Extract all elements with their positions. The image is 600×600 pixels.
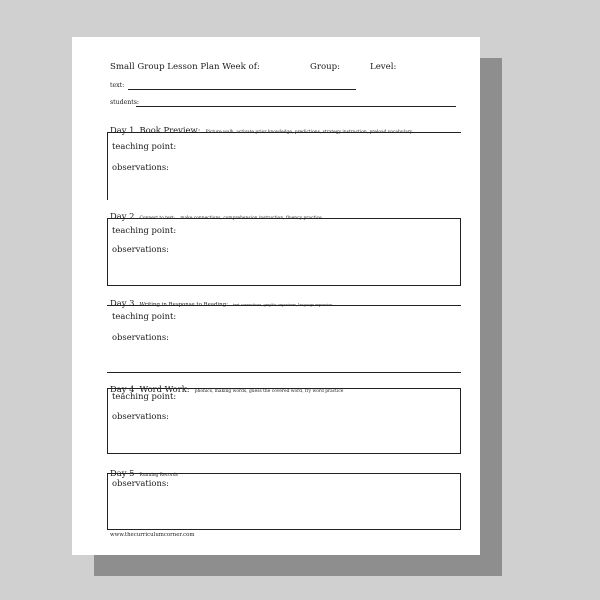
- text-label: text:: [110, 82, 125, 89]
- day-5-title: Day 5: [110, 468, 135, 478]
- day-3-teaching-point[interactable]: teaching point:: [112, 311, 177, 321]
- day-1-title: Day 1: [110, 125, 135, 135]
- day-3-activity: Writing in Response to Reading:: [139, 302, 228, 308]
- day-4-description: phonics, making words, guess the covered word, fry word practice: [194, 389, 344, 394]
- group-label: Group:: [310, 62, 341, 72]
- day-3-observations[interactable]: observations:: [112, 332, 169, 342]
- day-1-left-rule: [107, 132, 108, 200]
- text-field-line[interactable]: [128, 89, 356, 90]
- day-5-description: Running Records: [139, 473, 178, 478]
- lesson-plan-page: [72, 37, 480, 555]
- day-1-description: Picture walk, activate prior knowledge, predictions, strategy instruction, preload vocabulary: [205, 130, 413, 135]
- day-3-heading: [110, 291, 332, 310]
- day-2-title: Day 2: [110, 211, 135, 221]
- day-1-activity: Book Preview:: [139, 125, 201, 135]
- day-1-top-rule: [107, 132, 461, 133]
- day-1-observations[interactable]: observations:: [112, 162, 169, 172]
- students-label: students:: [110, 99, 140, 106]
- students-field-line[interactable]: [136, 106, 456, 107]
- footer-website: www.thecurriculumcorner.com: [110, 532, 195, 538]
- day-5-observations[interactable]: observations:: [112, 478, 169, 488]
- day-3-description: text connections, graphic organizers, language expansion: [233, 303, 333, 307]
- day-1-heading: [110, 118, 412, 137]
- day-3-title: Day 3: [110, 298, 135, 308]
- day-3-bottom-rule: [107, 372, 461, 373]
- day-4-observations[interactable]: observations:: [112, 411, 169, 421]
- day-4-teaching-point[interactable]: teaching point:: [112, 391, 177, 401]
- day-2-activity: Connect to text:: [139, 216, 176, 221]
- day-4-activity: Word Work:: [139, 384, 190, 394]
- day-2-description: make connections, comprehension instruction, fluency practice: [180, 216, 322, 221]
- page-title: Small Group Lesson Plan Week of:: [110, 62, 260, 72]
- day-2-observations[interactable]: observations:: [112, 244, 169, 254]
- level-label: Level:: [370, 62, 397, 72]
- day-3-top-rule: [107, 305, 461, 306]
- day-2-teaching-point[interactable]: teaching point:: [112, 225, 177, 235]
- day-4-title: Day 4: [110, 384, 135, 394]
- day-1-teaching-point[interactable]: teaching point:: [112, 141, 177, 151]
